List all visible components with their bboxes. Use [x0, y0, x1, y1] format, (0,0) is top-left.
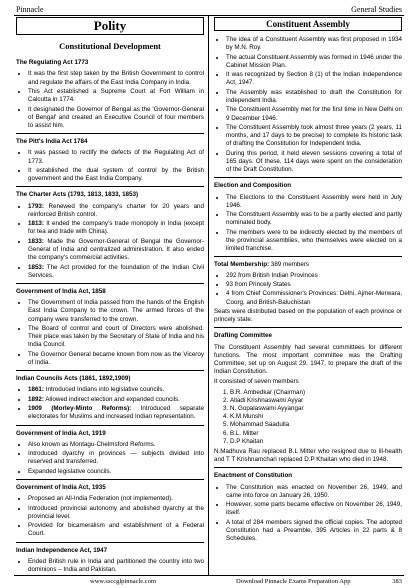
list-item [28, 325, 204, 350]
right-column [214, 17, 402, 576]
section-rule [16, 283, 204, 284]
list-item: • However, some parts became effective on November 26, 1949, itself. [226, 501, 402, 517]
left-column [16, 17, 204, 576]
item-text: Introduced separate electorates for Muslims and increased Indian representation. [28, 405, 204, 421]
item-text: The Governor General became known from now as the Viceroy of India. [28, 350, 204, 366]
drafting-paragraph: The Constituent Assembly had several committees for different functions. The most important committee was the Drafting Committee, set up on August 29, 1947, to prepare the draft of the Indian Constitution. [214, 343, 402, 376]
footer-app-promo: Download Pinnacle Exams Preparation App [236, 577, 351, 585]
header-rule [14, 15, 404, 16]
item-text: Introduced dyarchy in provinces — subjects divided into reserved and transferred. [28, 450, 204, 466]
list-item: • It was recognized by Section 8 (1) of the Indian Independence Act, 1947. [226, 71, 402, 87]
footer-website[interactable]: www.ssccglpinnacle.com [90, 577, 157, 585]
item-text: Ended British rule in India and partitioned the country into two dominions – India and Pakistan. [28, 557, 204, 573]
section-heading: Government of India Act, 1935 [16, 483, 106, 491]
list-item: • The members were to be indirectly elected by the members of the provincial assemblies, who themselves were elected on a limited franchise. [226, 229, 402, 254]
member-item: 6. B.L. Mitter [230, 430, 402, 438]
drafting-members-list [214, 389, 402, 446]
subject-title: Polity [16, 17, 204, 35]
membership-line [214, 261, 402, 269]
list-item: • 4 from Chief Commissioner's Provinces: Delhi, Ajmer-Merwara, Coorg, and British-Baluchistan [226, 290, 402, 306]
section-heading: Indian Councils Acts (1861, 1892,1909) [16, 375, 131, 383]
item-text: Allowed indirect election and expanded councils. [44, 395, 180, 403]
section-list [16, 441, 204, 476]
section-heading: The Charter Acts (1793, 1813, 1833, 1853) [16, 191, 139, 199]
member-item: 5. Mohammad Saadulla [230, 421, 402, 429]
list-item [28, 522, 204, 538]
list-item [28, 203, 204, 219]
election-list [214, 194, 402, 254]
left-sections [16, 59, 204, 574]
section-rule [16, 186, 204, 187]
drafting-note: N.Madhuva Rau replaced B.L Mitter who resigned due to ill-health and T T Krishnamchari replaced D.P Khaitan who died in 1948. [214, 448, 402, 464]
member-item: 3. N. Gopalaswami Ayyangar [230, 405, 402, 413]
drafting-heading: Drafting Committee [214, 332, 272, 340]
list-item [28, 351, 204, 367]
membership-label: Total Membership: [214, 261, 270, 269]
header-subject: General Studies [351, 4, 402, 14]
item-text: Also known as Montagu-Chelmsford Reforms. [28, 440, 156, 448]
membership-list [214, 272, 402, 307]
item-text: This Act established a Supreme Court at Fort William in Calcutta in 1774. [28, 88, 204, 104]
section-heading: The Pitt's India Act 1784 [16, 138, 88, 146]
item-lead: 1909 (Morley-Minto Reforms): [28, 405, 132, 413]
item-lead: 1853: [28, 263, 44, 271]
section-rule [214, 177, 402, 178]
item-text: The Act provided for the foundation of the Indian Civil Services. [28, 263, 204, 279]
section-rule [214, 467, 402, 468]
list-item [28, 264, 204, 280]
item-text: Expanded legislative councils. [28, 467, 112, 475]
item-lead: 1833: [28, 237, 44, 245]
list-item [28, 299, 204, 324]
list-item [28, 238, 204, 263]
list-item [28, 220, 204, 236]
item-text: The Government of India passed from the hands of the English East India Company to the crown. The armed forces of the company were transferred to the crown. [28, 299, 204, 323]
list-item: • The Constituent Assembly took almost three years (2 years, 11 months, and 17 days to be precise) to complete its historic task of drafting the Constitution for Independent India. [226, 124, 402, 149]
member-item: 1. B.R. Ambedkar (Chairman) [230, 389, 402, 397]
enactment-list [214, 484, 402, 544]
section-title: Constituent Assembly [214, 17, 402, 31]
list-item [28, 167, 204, 183]
page-number: 383 [392, 577, 402, 585]
item-lead: 1861: [28, 386, 44, 394]
list-item [28, 505, 204, 521]
list-item [28, 106, 204, 131]
list-item: • The actual Constituent Assembly was formed in 1946 under the Cabinet Mission Plan. [226, 54, 402, 70]
item-text: It ended the company's trade monopoly in India (except for tea and trade with China). [28, 220, 204, 236]
item-lead: 1892: [28, 395, 44, 403]
list-item: • A total of 284 members signed the official copies. The adopted Constitution had a Preamble, 395 Articles in 22 parts & 8 Schedules. [226, 519, 402, 544]
list-item [28, 149, 204, 165]
list-item [28, 88, 204, 104]
section-heading: Government of India Act, 1919 [16, 429, 106, 437]
list-item [28, 441, 204, 449]
item-text: It designated the Governor of Bengal as the 'Governor-General of Bengal' and created an Executive Council of four members to assist him. [28, 105, 204, 129]
section-heading: Indian Independence Act, 1947 [16, 546, 108, 554]
item-text: Introduced Indians into legislative councils. [44, 386, 165, 394]
column-divider [208, 16, 209, 576]
item-text: It was the first step taken by the British Government to control and regulate the affairs of the East India Company in India. [28, 70, 204, 86]
list-item: • 292 from British Indian Provinces [226, 272, 402, 280]
page-footer [16, 576, 402, 586]
item-lead: 1813: [28, 220, 44, 228]
membership-note: Seats were distributed based on the population of each province or princely state. [214, 307, 402, 324]
item-text: Provided for bicameralism and establishment of a Federal Court. [28, 522, 204, 538]
list-item: • The Constituent Assembly met for the first time in New Delhi on 9 December 1946. [226, 106, 402, 122]
section-list [16, 386, 204, 421]
list-item: • The Elections to the Constituent Assembly were held in July 1946. [226, 194, 402, 210]
section-rule [214, 327, 402, 328]
section-list [16, 299, 204, 367]
member-item: 4. K.M.Munshi [230, 413, 402, 421]
list-item [28, 396, 204, 404]
section-rule [16, 425, 204, 426]
item-text: Proposed an All-India Federation (not implemented). [28, 495, 173, 503]
intro-list [214, 36, 402, 174]
section-heading: Government of India Act, 1858 [16, 288, 106, 295]
list-item: • The Assembly was established to draft the Constitution for independent India. [226, 89, 402, 105]
list-item: • The Constituent Assembly was to be a partly elected and partly nominated body. [226, 211, 402, 227]
member-item: 2. Alladi Krishnaswami Ayyar [230, 397, 402, 405]
list-item [28, 70, 204, 86]
item-text: Made the Governor-General of Bengal the Governor-General of India and centralized administration. It also ended the company's commercial activities. [28, 237, 204, 262]
section-list [16, 203, 204, 280]
section-list [16, 149, 204, 183]
enactment-heading: Enactment of Constitution [214, 472, 293, 480]
section-list [16, 558, 204, 574]
item-lead: 1793: [28, 202, 44, 210]
item-text: The Board of control and court of Directors were abolished. Their place was taken by the Secretary of State of India and his India Council. [28, 325, 204, 349]
section-rule [16, 479, 204, 480]
section-rule [16, 542, 204, 543]
section-rule [214, 256, 402, 257]
list-item [28, 468, 204, 476]
drafting-consist: It consisted of seven members [214, 378, 299, 386]
header-brand: Pinnacle [16, 4, 44, 14]
item-text: It established the dual system of control by the British government and the East India Company. [28, 167, 204, 183]
list-item: • 93 from Princely States [226, 281, 402, 289]
item-text: Renewed the company's charter for 20 years and reinforced British control. [28, 202, 204, 218]
chapter-title: Constitutional Development [59, 41, 161, 51]
section-rule [16, 370, 204, 371]
item-text: It was passed to rectify the defects of the Regulating Act of 1773. [28, 149, 204, 165]
list-item: • The Constitution was enacted on November 26, 1949, and came into force on January 26, 1950. [226, 484, 402, 500]
list-item: • The idea of a Constituent Assembly was first proposed in 1934 by M.N. Roy. [226, 36, 402, 52]
election-heading: Election and Composition [214, 182, 292, 190]
section-rule [16, 133, 204, 134]
list-item [28, 386, 204, 394]
list-item [28, 495, 204, 503]
item-text: Introduced provincial autonomy and abolished dyarchy at the provincial level. [28, 504, 204, 520]
member-item: 7. D.P Khaitan [230, 438, 402, 446]
section-list [16, 495, 204, 538]
membership-value: 389 members [269, 261, 310, 269]
list-item [28, 450, 204, 466]
list-item [28, 558, 204, 574]
page-header [16, 3, 402, 15]
list-item: • During this period, it held eleven sessions covering a total of 165 days. Of these, 114 days were spent on the consideration of the Draft Constitution. [226, 150, 402, 175]
section-heading: The Regulating Act 1773 [16, 59, 89, 67]
list-item [28, 405, 204, 421]
section-list [16, 70, 204, 130]
